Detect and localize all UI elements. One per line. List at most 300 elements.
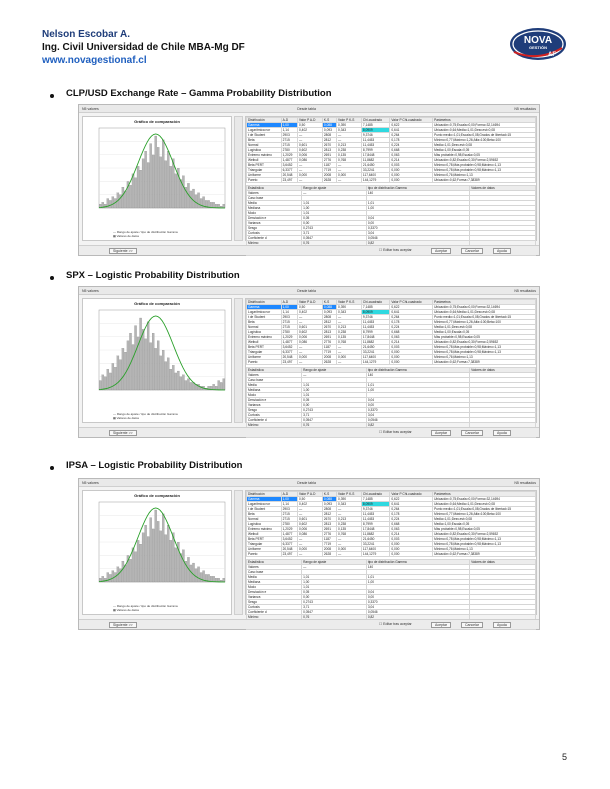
window-top-bar — [79, 479, 539, 487]
table-cell: t de Student — [247, 507, 282, 512]
histogram-chart — [83, 498, 231, 598]
table-cell: 0,402 — [298, 128, 323, 133]
dialog-bottom-bar — [79, 619, 539, 629]
histogram-bar — [140, 544, 142, 582]
table-row[interactable] — [247, 552, 536, 557]
table-row[interactable] — [247, 532, 536, 537]
table-cell: 117,6400 — [361, 355, 389, 360]
stats-label: Coeficiente d — [247, 610, 302, 615]
top-right-label: N5 resultados — [514, 106, 536, 111]
histogram-bar — [155, 136, 157, 208]
table-cell: 2628 — [322, 360, 336, 365]
table-cell: 0,264 — [390, 507, 433, 512]
histogram-bar — [190, 565, 192, 582]
table-cell: Weibull — [247, 532, 282, 537]
histogram-bar — [122, 187, 124, 208]
screenshot-2 — [78, 286, 540, 438]
table-row[interactable] — [247, 133, 536, 138]
table-cell: Weibull — [247, 340, 282, 345]
table-cell: 33,2241 — [361, 350, 389, 355]
stats-label: Desviación e — [247, 590, 302, 595]
column-header[interactable]: Parámetros — [433, 492, 536, 497]
stats-dist-value: 0,82 — [366, 423, 469, 428]
column-header[interactable]: Parámetros — [433, 300, 536, 305]
table-row[interactable] — [247, 360, 536, 365]
stats-tab[interactable]: tipo de distribución Gamma — [366, 186, 469, 191]
column-header[interactable]: K-S — [322, 492, 336, 497]
table-cell: 0,000 — [390, 547, 433, 552]
column-header[interactable]: Valor P K-S — [337, 300, 362, 305]
stats-label: Caso base — [247, 570, 302, 575]
table-cell: 20,548 — [281, 173, 297, 178]
stats-dist-value: 0,00 — [366, 403, 469, 408]
histogram-bar — [119, 360, 121, 390]
screenshot-1 — [78, 104, 540, 256]
accept-button[interactable]: Aceptar — [431, 248, 451, 254]
table-cell: Beta — [247, 138, 282, 143]
page-number: 5 — [562, 752, 568, 762]
histogram-bar — [170, 540, 172, 582]
stats-dist-value: 1,01 — [366, 201, 469, 206]
histogram-bar — [140, 170, 142, 208]
table-cell: Gamma — [247, 497, 282, 502]
stats-dist-value: 0,04 — [366, 216, 469, 221]
stats-label: Curtosis — [247, 413, 302, 418]
table-row[interactable] — [247, 178, 536, 183]
table-cell: 0,000 — [390, 178, 433, 183]
table-row[interactable] — [247, 345, 536, 350]
table-cell: 7,1485 — [361, 305, 389, 310]
cancel-button[interactable]: Cancelar — [461, 430, 483, 436]
accept-button[interactable]: Aceptar — [431, 622, 451, 628]
column-header[interactable]: Valor P Chi-cuadrado — [390, 118, 433, 123]
stats-value: 0,0547 — [302, 610, 367, 615]
table-cell: 0,238 — [337, 522, 362, 527]
table-cell: 17,8448 — [361, 527, 389, 532]
stats-dist-value: 0,82 — [366, 615, 469, 620]
table-cell: Ubicación=0,62;Forma=7,38389 — [433, 360, 536, 365]
table-cell: 3,6452 — [281, 537, 297, 542]
table-cell: 2812 — [322, 320, 336, 325]
histogram-bar — [124, 191, 126, 208]
table-cell: Beta PERT — [247, 163, 282, 168]
histogram-bar — [182, 375, 184, 390]
table-cell: 11,4453 — [361, 325, 389, 330]
top-center-label: Desde tabla — [297, 480, 316, 485]
stats-value: 0,2743 — [302, 226, 367, 231]
help-button[interactable]: Ayuda — [493, 430, 511, 436]
table-cell: t de Student — [247, 315, 282, 320]
stats-label: Modo — [247, 585, 302, 590]
histogram-bar — [122, 348, 124, 390]
table-cell: 1,14 — [281, 502, 297, 507]
table-cell: 23,497 — [281, 178, 297, 183]
histogram-bar — [152, 529, 154, 582]
chart-legend — [113, 604, 178, 612]
stats-value: 0,0547 — [302, 418, 367, 423]
table-cell: Beta — [247, 512, 282, 517]
table-cell: 2813 — [322, 522, 336, 527]
table-cell: 0,000 — [390, 552, 433, 557]
table-cell: 6,3377 — [281, 168, 297, 173]
table-row[interactable] — [247, 512, 536, 517]
table-cell: 0,086 — [298, 340, 323, 345]
table-cell: 0,088 — [322, 123, 336, 128]
table-cell: 8,0909 — [361, 502, 389, 507]
table-cell: 2715 — [281, 517, 297, 522]
table-cell: 0,003 — [390, 537, 433, 542]
histogram-bar — [177, 371, 179, 390]
stats-label: Valores — [247, 373, 302, 378]
stats-value: 0,05 — [302, 216, 367, 221]
column-header[interactable]: Valor P A-D — [298, 492, 323, 497]
column-header[interactable]: Distribución — [247, 300, 282, 305]
table-cell: 0,641 — [390, 128, 433, 133]
table-cell: — — [298, 345, 323, 350]
table-cell: — — [298, 163, 323, 168]
stats-label: Mediana — [247, 206, 302, 211]
table-cell: 2776 — [322, 532, 336, 537]
histogram-bar — [170, 369, 172, 390]
histogram-bar — [182, 550, 184, 582]
stats-label: Varianza — [247, 221, 302, 226]
histogram-bar — [112, 571, 114, 582]
histogram-bar — [107, 369, 109, 390]
stats-label: Media — [247, 575, 302, 580]
table-cell: 0,006 — [298, 527, 323, 532]
table-cell: — — [337, 512, 362, 517]
table-cell: 1,4877 — [281, 340, 297, 345]
table-cell: 0,214 — [390, 340, 433, 345]
stats-tab[interactable]: Estadística — [247, 368, 302, 373]
histogram-bar — [112, 197, 114, 208]
histogram-bar — [129, 559, 131, 582]
table-row[interactable] — [247, 163, 536, 168]
histogram-bar — [134, 326, 136, 390]
table-cell: 0,601 — [298, 517, 323, 522]
table-cell: 144,1279 — [361, 552, 389, 557]
table-cell: 2715 — [281, 512, 297, 517]
comparison-chart-panel — [82, 116, 232, 241]
table-cell: 1,14 — [281, 310, 297, 315]
table-cell: — — [337, 315, 362, 320]
stats-label: Mínimo — [247, 615, 302, 620]
author-url[interactable]: www.novagestionaf.cl — [42, 55, 147, 66]
histogram-bar — [132, 345, 134, 390]
table-cell: Ubicación=0,64;Media=1,01;Desv.est=0,08 — [433, 310, 536, 315]
distribution-fit-table — [246, 117, 536, 183]
histogram-bar — [192, 189, 194, 208]
table-cell: 0,093 — [322, 502, 336, 507]
stats-value: 1,00 — [302, 388, 367, 393]
table-cell: 0,063 — [390, 527, 433, 532]
edit-after-accept-checkbox[interactable]: ☐ Editar tras aceptar — [379, 430, 412, 434]
table-cell: Normal — [247, 325, 282, 330]
table-cell: 0,000 — [390, 173, 433, 178]
distribution-fit-table — [246, 491, 536, 557]
table-row[interactable] — [247, 507, 536, 512]
column-header[interactable]: Valor P A-D — [298, 300, 323, 305]
table-cell: t de Student — [247, 133, 282, 138]
table-cell: Mínimo=0,78;Más probable=0,98;Máximo=1,13 — [433, 350, 536, 355]
stats-label: Modo — [247, 393, 302, 398]
stats-value: 1,01 — [302, 211, 367, 216]
stats-tab[interactable]: Estadística — [247, 560, 302, 565]
stats-label: Varianza — [247, 403, 302, 408]
table-cell: 0,602 — [298, 522, 323, 527]
table-cell: 0,093 — [322, 310, 336, 315]
table-cell: Media=1,00;Escala=0,05 — [433, 330, 536, 335]
table-cell: Pareto — [247, 552, 282, 557]
column-header[interactable]: Chi-cuadrado — [361, 492, 389, 497]
column-header[interactable]: Chi-cuadrado — [361, 118, 389, 123]
stats-tab[interactable]: Valores de datos — [470, 368, 536, 373]
column-header[interactable]: Valor P Chi-cuadrado — [390, 300, 433, 305]
stats-value: — — [302, 191, 367, 196]
side-toolbar[interactable] — [234, 298, 243, 423]
column-header[interactable]: Valor P A-D — [298, 118, 323, 123]
table-cell: 17,8448 — [361, 153, 389, 158]
table-cell: 0,224 — [390, 517, 433, 522]
table-cell: 11,4453 — [361, 138, 389, 143]
histogram-bar — [195, 569, 197, 582]
histogram-bar — [213, 202, 215, 208]
section-title-2: SPX – Logistic Probability Distribution — [66, 270, 240, 281]
cancel-button[interactable]: Cancelar — [461, 248, 483, 254]
chart-legend — [113, 230, 178, 238]
column-header[interactable]: Valor P Chi-cuadrado — [390, 492, 433, 497]
table-cell: 17,8448 — [361, 335, 389, 340]
table-cell: 0,213 — [337, 143, 362, 148]
histogram-bar — [160, 157, 162, 208]
column-header[interactable]: A-D — [281, 118, 297, 123]
column-header[interactable]: Valor P K-S — [337, 118, 362, 123]
stats-value: 0,76 — [302, 615, 367, 620]
table-cell: 33,2241 — [361, 168, 389, 173]
table-row[interactable] — [247, 340, 536, 345]
next-button[interactable]: Siguiente >> — [109, 248, 137, 254]
table-row[interactable] — [247, 537, 536, 542]
histogram-bar — [220, 382, 222, 390]
table-cell: 2691 — [322, 527, 336, 532]
comparison-chart-panel — [82, 490, 232, 615]
table-cell: Media=1,00;Escala=0,05 — [433, 522, 536, 527]
table-cell: 0,000 — [390, 350, 433, 355]
table-cell: Más probable=0,98;Escala=0,05 — [433, 153, 536, 158]
table-cell: 0,622 — [390, 123, 433, 128]
histogram-bar — [137, 540, 139, 582]
table-cell: 0,601 — [298, 325, 323, 330]
table-cell: 1,2029 — [281, 527, 297, 532]
nova-gestion-logo — [508, 22, 568, 66]
table-cell: 2780 — [281, 522, 297, 527]
histogram-bar — [165, 161, 167, 208]
stats-value: 0,76 — [302, 423, 367, 428]
side-toolbar[interactable] — [234, 490, 243, 615]
column-header[interactable]: Chi-cuadrado — [361, 300, 389, 305]
table-cell: 0,668 — [390, 148, 433, 153]
table-cell: 0,088 — [322, 497, 336, 502]
table-cell: 0,213 — [337, 517, 362, 522]
top-right-label: N5 resultados — [514, 288, 536, 293]
next-button[interactable]: Siguiente >> — [109, 622, 137, 628]
stats-value: 0,00 — [302, 403, 367, 408]
stats-tab[interactable]: Valores de datos — [470, 186, 536, 191]
table-cell: 0,50 — [298, 123, 323, 128]
dialog-bottom-bar — [79, 245, 539, 255]
column-header[interactable]: K-S — [322, 300, 336, 305]
histogram-bar — [162, 140, 164, 208]
table-cell: 6,3377 — [281, 350, 297, 355]
stats-tab[interactable]: Rango de ajuste — [302, 560, 367, 565]
table-cell: 2808 — [322, 507, 336, 512]
stats-label: Caso base — [247, 196, 302, 201]
table-cell: 0,006 — [298, 153, 323, 158]
table-cell: 23,497 — [281, 360, 297, 365]
table-row[interactable] — [247, 168, 536, 173]
histogram-bar — [172, 365, 174, 390]
stats-tab[interactable]: Rango de ajuste — [302, 186, 367, 191]
table-cell: Punto medio=1,01;Escala=0,08;Grados de libertad=15 — [433, 133, 536, 138]
table-cell: 0,214 — [390, 158, 433, 163]
table-cell: 0,000 — [337, 547, 362, 552]
histogram-bar — [134, 178, 136, 208]
table-row[interactable] — [247, 320, 536, 325]
table-cell: 144,1279 — [361, 178, 389, 183]
table-cell: 2812 — [322, 512, 336, 517]
stats-value: 3,71 — [302, 231, 367, 236]
table-cell: 0,641 — [390, 310, 433, 315]
histogram-bar — [165, 535, 167, 582]
stats-value: 0,76 — [302, 241, 367, 246]
table-cell: 8,7999 — [361, 148, 389, 153]
table-cell: 0,224 — [390, 325, 433, 330]
stats-dist-value: 0,0546 — [366, 610, 469, 615]
table-cell: Logística — [247, 148, 282, 153]
stats-dist-value: 1,00 — [366, 206, 469, 211]
legend-data: ▦ Valores de datos — [113, 416, 139, 420]
table-cell: Ubicación=0,75;Escala=0,00;Forma=32,14694 — [433, 497, 536, 502]
table-cell: 2808 — [322, 133, 336, 138]
next-button[interactable]: Siguiente >> — [109, 430, 137, 436]
table-cell: 2628 — [322, 552, 336, 557]
table-cell: Media=1,01;Desv.est=0,08 — [433, 517, 536, 522]
column-header[interactable]: Distribución — [247, 118, 282, 123]
help-button[interactable]: Ayuda — [493, 248, 511, 254]
table-cell: Ubicación=0,62;Forma=7,38389 — [433, 552, 536, 557]
table-cell: 2776 — [322, 340, 336, 345]
table-row[interactable] — [247, 315, 536, 320]
column-header[interactable]: Parámetros — [433, 118, 536, 123]
table-cell: 0,768 — [337, 158, 362, 163]
table-cell: Mínimo=0,78;Más probable=0,98;Máximo=1,13 — [433, 163, 536, 168]
histogram-bar — [213, 576, 215, 582]
stats-dist-value: 0,04 — [366, 590, 469, 595]
stats-label: Desviación e — [247, 216, 302, 221]
table-cell: 0,000 — [390, 542, 433, 547]
table-cell: Uniforme — [247, 173, 282, 178]
stats-value: 0,2743 — [302, 408, 367, 413]
stats-value: — — [302, 565, 367, 570]
table-cell: 0,178 — [390, 320, 433, 325]
help-button[interactable]: Ayuda — [493, 622, 511, 628]
table-row[interactable] — [247, 542, 536, 547]
stats-tab[interactable]: tipo de distribución Gamma — [366, 560, 469, 565]
edit-after-accept-checkbox[interactable]: ☐ Editar tras aceptar — [379, 622, 412, 626]
distribution-table-panel — [245, 298, 537, 427]
column-header[interactable]: Valor P K-S — [337, 492, 362, 497]
histogram-bar — [145, 151, 147, 208]
table-cell: 2903 — [281, 507, 297, 512]
column-header[interactable]: K-S — [322, 118, 336, 123]
table-cell: Ubicación=0,82;Escala=0,30;Forma=2,59652 — [433, 340, 536, 345]
table-row[interactable] — [247, 138, 536, 143]
accept-button[interactable]: Aceptar — [431, 430, 451, 436]
column-header[interactable]: A-D — [281, 492, 297, 497]
stats-tab[interactable]: tipo de distribución Gamma — [366, 368, 469, 373]
edit-after-accept-checkbox[interactable]: ☐ Editar tras aceptar — [379, 248, 412, 252]
stats-value: 0,00 — [302, 595, 367, 600]
cancel-button[interactable]: Cancelar — [461, 622, 483, 628]
table-row[interactable] — [247, 158, 536, 163]
stats-label: Media — [247, 383, 302, 388]
table-cell: 0,343 — [337, 502, 362, 507]
table-cell: 0,238 — [337, 148, 362, 153]
table-cell: 9,3746 — [361, 507, 389, 512]
table-cell: — — [337, 320, 362, 325]
stats-label: Mínimo — [247, 423, 302, 428]
stats-dist-value: 1,00 — [366, 580, 469, 585]
table-cell: 0,602 — [298, 148, 323, 153]
histogram-bar — [150, 343, 152, 390]
table-cell: — — [298, 507, 323, 512]
histogram-bar — [122, 561, 124, 582]
table-cell: Más probable=0,98;Escala=0,05 — [433, 527, 536, 532]
histogram-bar — [223, 204, 225, 208]
table-row[interactable] — [247, 350, 536, 355]
table-cell: 2008 — [322, 547, 336, 552]
table-cell: 0,135 — [337, 153, 362, 158]
table-cell: 0,086 — [298, 158, 323, 163]
section-title-3: IPSA – Logistic Probability Distribution — [66, 460, 243, 471]
stats-dist-value: 3,04 — [366, 605, 469, 610]
table-cell: 7719 — [322, 542, 336, 547]
table-cell: Beta PERT — [247, 537, 282, 542]
table-cell: 117,6400 — [361, 547, 389, 552]
table-cell: Ubicación=0,82;Escala=0,30;Forma=2,59652 — [433, 532, 536, 537]
stats-tab[interactable]: Valores de datos — [470, 560, 536, 565]
stats-dist-value: 0,3370 — [366, 600, 469, 605]
column-header[interactable]: Distribución — [247, 492, 282, 497]
column-header[interactable]: A-D — [281, 300, 297, 305]
bullet-1 — [50, 94, 54, 98]
histogram-bar — [200, 573, 202, 582]
table-cell: Media=1,01;Desv.est=0,08 — [433, 325, 536, 330]
table-cell: Ubicación=0,75;Escala=0,00;Forma=32,14694 — [433, 123, 536, 128]
histogram-bar — [99, 381, 101, 390]
table-cell: 0,000 — [298, 547, 323, 552]
stats-value: 0,0547 — [302, 236, 367, 241]
side-toolbar[interactable] — [234, 116, 243, 241]
stats-tab[interactable]: Rango de ajuste — [302, 368, 367, 373]
table-cell: Triangular — [247, 350, 282, 355]
table-cell: 8,7999 — [361, 522, 389, 527]
table-cell: Beta PERT — [247, 345, 282, 350]
stats-tab[interactable]: Estadística — [247, 186, 302, 191]
table-cell: 1,00 — [281, 305, 297, 310]
histogram-bar — [175, 174, 177, 208]
table-cell: 2903 — [281, 133, 297, 138]
